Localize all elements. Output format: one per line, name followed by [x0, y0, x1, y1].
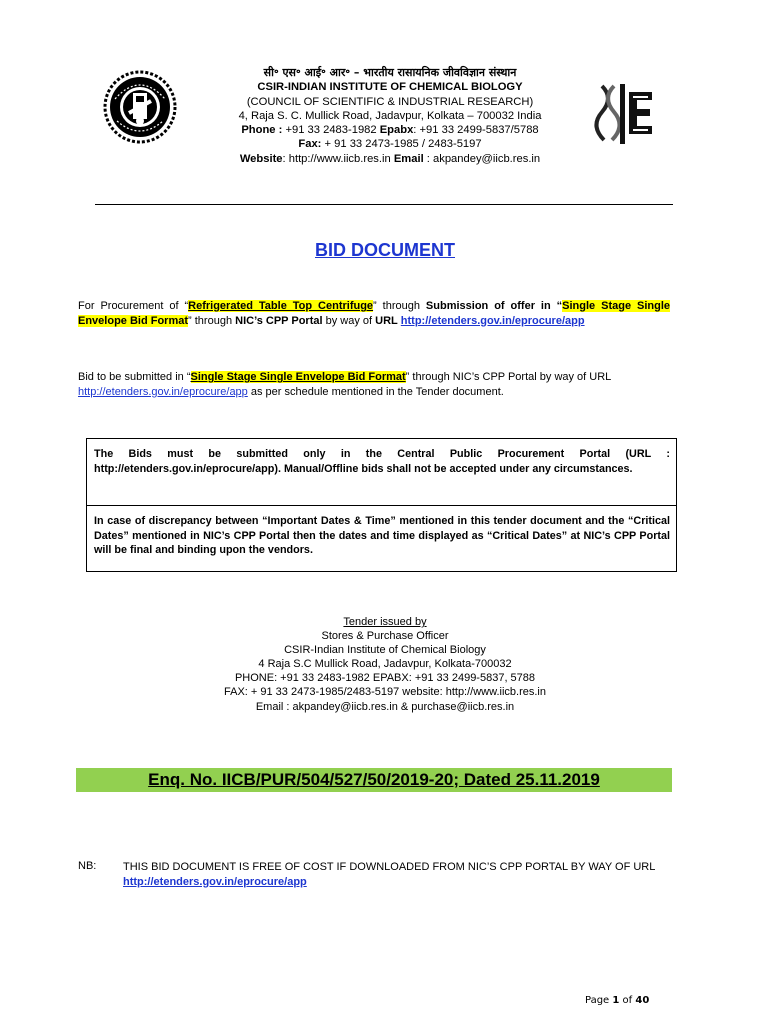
- header-divider: [95, 204, 673, 205]
- institute-name: CSIR-INDIAN INSTITUTE OF CHEMICAL BIOLOGY: [257, 81, 523, 94]
- enquiry-number: Enq. No. IICB/PUR/504/527/50/2019-20; Dated 25.11.2019: [148, 770, 600, 789]
- eprocure-link[interactable]: http://etenders.gov.in/eprocure/app: [400, 314, 585, 327]
- procurement-paragraph: For Procurement of “Refrigerated Table Top Centrifuge” through Submission of offer in “Single Stage Single Envelope Bid Format” through NIC’s CPP Portal by way of URL http://etenders.gov.in/eprocure/app: [78, 300, 671, 327]
- iicb-logo: [592, 78, 662, 150]
- notice-box-divider: [86, 505, 677, 506]
- submission-paragraph: Bid to be submitted in “Single Stage Single Envelope Bid Format” through NIC’s CPP Portal by way of URL http://etenders.gov.in/eprocure/app as per schedule mentioned in the Tender document.: [78, 371, 611, 398]
- phone-line: Phone : +91 33 2483-1982 Epabx: +91 33 2499-5837/5788: [241, 124, 539, 137]
- csir-logo: [103, 69, 177, 145]
- item-name: Refrigerated Table Top Centrifuge: [188, 300, 374, 312]
- issuer-phone: PHONE: +91 33 2483-1982 EPABX: +91 33 2499-5837, 5788: [234, 672, 536, 685]
- issuer-email: Email : akpandey@iicb.res.in & purchase@iicb.res.in: [255, 700, 515, 713]
- issuer-address: 4 Raja S.C Mullick Road, Jadavpur, Kolkata-700032: [258, 658, 512, 671]
- address: 4, Raja S. C. Mullick Road, Jadavpur, Kolkata – 700032 India: [238, 109, 542, 122]
- nb-text: THIS BID DOCUMENT IS FREE OF COST IF DOWNLOADED FROM NIC’S CPP PORTAL BY WAY OF URL http://etenders.gov.in/eprocure/app: [123, 861, 655, 888]
- bid-format: Single Stage Single Envelope Bid Format: [190, 371, 406, 383]
- discrepancy-notice: In case of discrepancy between “Important Dates & Time” mentioned in this tender document and the “Critical Dates” mentioned in NIC’s CPP Portal then the dates and time displayed as “Critical Dates” at NIC’s CPP Portal will be final and binding upon the vendors.: [94, 515, 670, 556]
- fax-line: Fax: + 91 33 2473-1985 / 2483-5197: [298, 138, 482, 151]
- nb-label: NB:: [78, 860, 97, 872]
- bid-format: Single Stage Single Envelope Bid Format: [78, 300, 671, 327]
- letterhead: [190, 66, 590, 166]
- issuer-fax: FAX: + 91 33 2473-1985/2483-5197 website: http://www.iicb.res.in: [224, 686, 546, 699]
- hindi-institute-name: सी॰ एस॰ आई॰ आर॰ – भारतीय रासायनिक जीवविज्ञान संस्थान: [263, 66, 517, 79]
- issuer-block: [120, 615, 650, 714]
- document-title: BID DOCUMENT: [315, 240, 455, 260]
- website-line: Website: http://www.iicb.res.in Email : akpandey@iicb.res.in: [239, 152, 541, 165]
- issuer-officer: Stores & Purchase Officer: [321, 630, 449, 643]
- council-name: (COUNCIL OF SCIENTIFIC & INDUSTRIAL RESEARCH): [246, 95, 534, 108]
- eprocure-link[interactable]: http://etenders.gov.in/eprocure/app: [123, 875, 307, 888]
- page-number: Page 1 of 40: [585, 995, 650, 1006]
- eprocure-link[interactable]: http://etenders.gov.in/eprocure/app: [78, 385, 248, 398]
- issuer-institute: CSIR-Indian Institute of Chemical Biology: [284, 644, 486, 657]
- portal-notice: The Bids must be submitted only in the Central Public Procurement Portal (URL : http://etenders.gov.in/eprocure/app). Manual/Offline bids shall not be accepted under any circumstances.: [94, 448, 670, 475]
- issuer-heading: Tender issued by: [343, 616, 427, 628]
